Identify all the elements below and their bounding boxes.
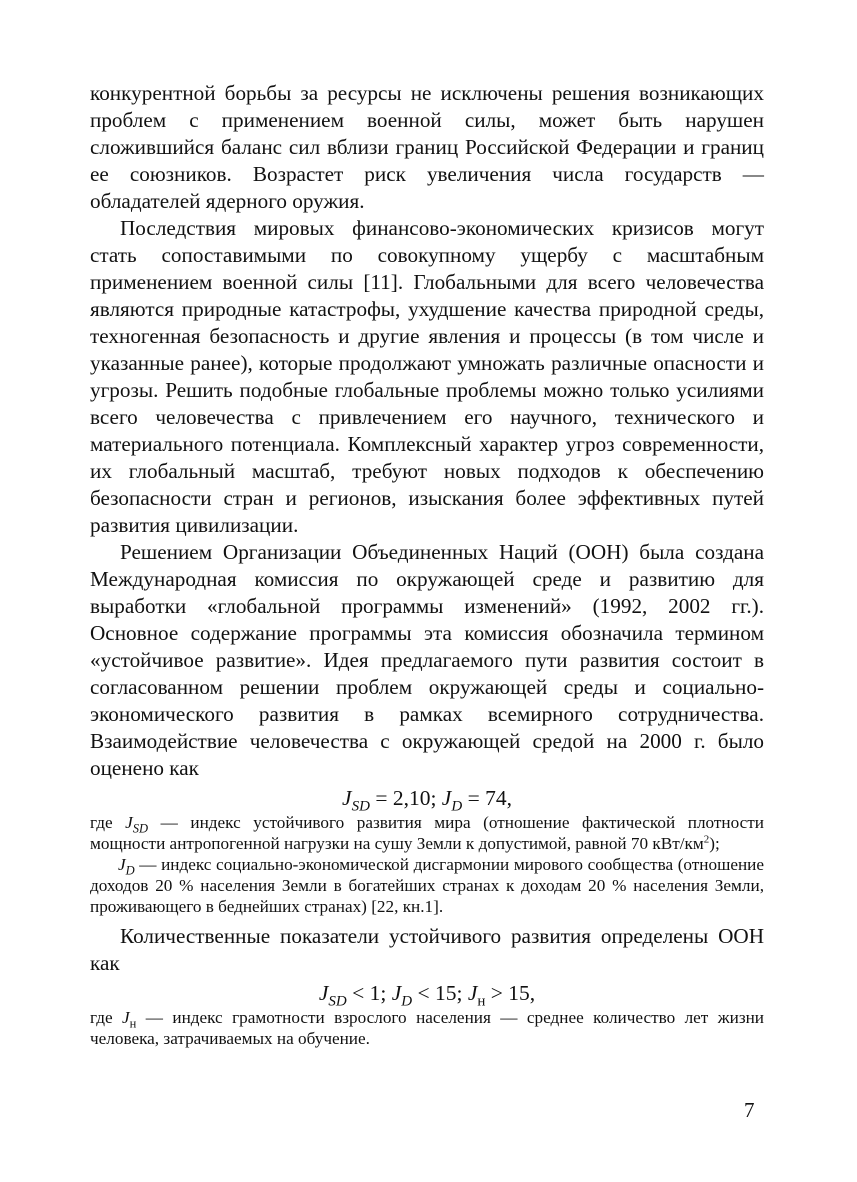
page-body <box>90 80 764 1049</box>
paragraph-2: Последствия мировых финансово-экономических кризисов могут стать сопоставимыми по совокупному ущербу с масштабным применением военной силы [11]. Глобальными для всего человечества являются природные катастрофы, ухудшение качества природной среды, техногенная безопасность и другие явления и процессы (в том числе и указанные ранее), которые продолжают умножать различные опасности и угрозы. Решить подобные глобальные проблемы можно только усилиями всего человечества с привлечением его научного, технического и материального потенциала. Комплексный характер угроз современности, их глобальный масштаб, требуют новых подходов к обеспечению безопасности стран и регионов, изыскания более эффективных путей развития цивилизации. <box>90 216 764 537</box>
formula-sustainability-2000: $J_{SD} = 2,10$; $J_D = 74$, <box>342 786 512 815</box>
note-jd-definition: $J_D$ — индекс социально-экономической дисгармонии мирового сообщества (отношение доходов 20 % населения Земли в богатейших странах к доходам 20 % населения Земли, проживающего в беднейших странах) [22, кн.1]. <box>90 855 764 916</box>
paragraph-1: конкурентной борьбы за ресурсы не исключены решения возникающих проблем с применением военной силы, может быть нарушен сложившийся баланс сил вблизи границ Российской Федерации и границ ее союзников. Возрастет риск увеличения числа государств — обладателей ядерного оружия. <box>90 81 764 213</box>
formula-un-criteria: $J_{SD} < 1$; $J_D < 15$; $J_н > 15$, <box>318 981 536 1010</box>
note-jsd-definition: где $J_{SD}$ — индекс устойчивого развития мира (отношение фактической плотности мощности антропогенной нагрузки на сушу Земли к допустимой, равной 70 кВт/$км^2$); <box>90 813 764 853</box>
note-jn-definition: где $J_н$ — индекс грамотности взрослого населения — среднее количество лет жизни человека, затрачиваемых на обучение. <box>90 1008 765 1048</box>
page-number: 7 <box>744 1098 755 1122</box>
paragraph-3: Решением Организации Объединенных Наций (ООН) была создана Международная комиссия по окружающей среде и развитию для выработки «глобальной программы изменений» (1992, 2002 гг.). Основное содержание программы эта комиссия обозначила термином «устойчивое развитие». Идея предлагаемого пути развития состоит в согласованном решении проблем окружающей среды и социально-экономического развития в рамках всемирного сотрудничества. Взаимодействие человечества с окружающей средой на 2000 г. было оценено как <box>90 540 764 780</box>
paragraph-4: Количественные показатели устойчивого развития определены ООН как <box>90 924 764 975</box>
